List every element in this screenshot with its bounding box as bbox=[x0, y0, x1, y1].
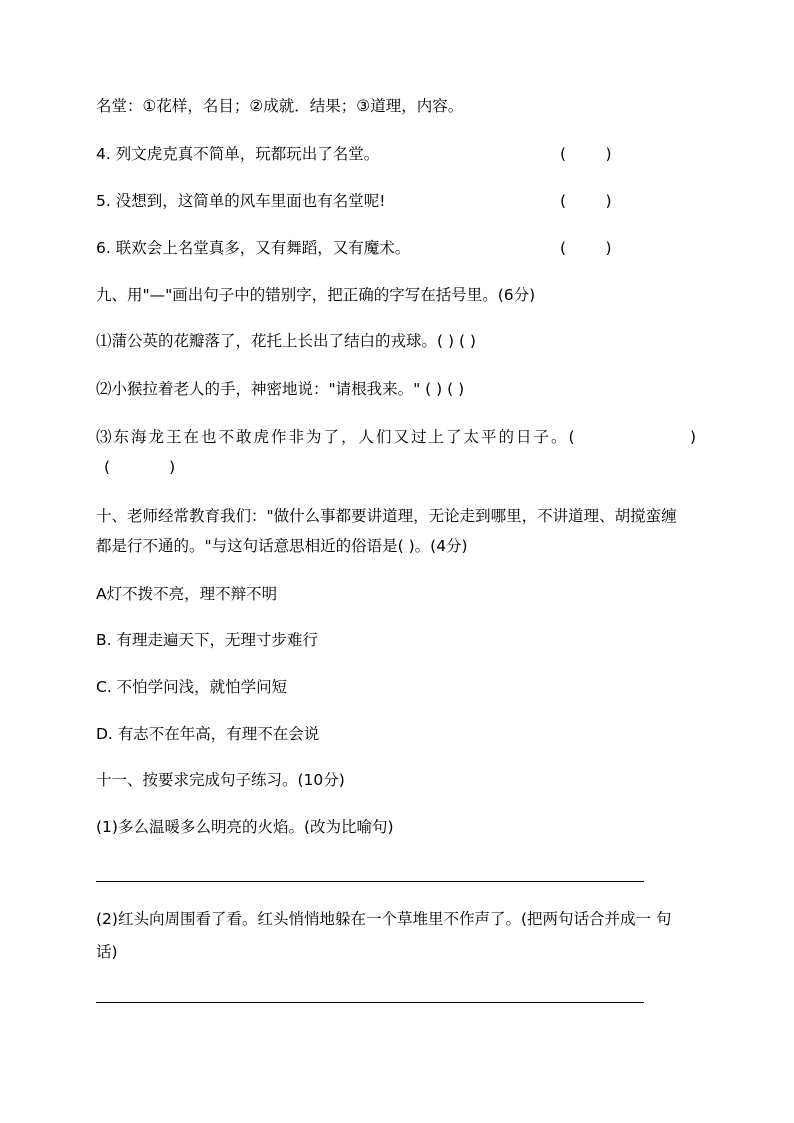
q10-option-d: D. 有志不在年高，有理不在会说 bbox=[96, 725, 320, 743]
q8-item-4-answer[interactable]: ( ) bbox=[560, 145, 612, 163]
q9-item-3: ⑶东海龙王在也不敢虎作非为了，人们又过上了太平的日子。( bbox=[96, 428, 577, 446]
q11-item-2-line2: 话) bbox=[96, 943, 118, 961]
q11-title: 十一、按要求完成句子练习。(10分) bbox=[96, 771, 345, 789]
q10-option-b: B. 有理走遍天下，无理寸步难行 bbox=[96, 631, 318, 649]
q8-item-6: 6. 联欢会上名堂真多，又有舞蹈，又有魔术。 bbox=[96, 239, 411, 257]
q9-item-3-paren-end: ) bbox=[690, 428, 697, 446]
q9-title: 九、用"—"画出句子中的错别字，把正确的字写在括号里。(6分) bbox=[96, 286, 536, 304]
q9-item-1: ⑴蒲公英的花瓣落了，花托上长出了结白的戎球。( ) ( ) bbox=[96, 332, 476, 350]
q8-item-6-answer[interactable]: ( ) bbox=[560, 239, 612, 257]
q10-option-a: A灯不拨不亮，理不辩不明 bbox=[96, 585, 278, 603]
q9-item-2: ⑵小猴拉着老人的手，神密地说："请根我来。" ( ) ( ) bbox=[96, 380, 465, 398]
q10-option-c: C. 不怕学问浅，就怕学问短 bbox=[96, 678, 288, 696]
q10-title-line2: 都是行不通的。"与这句话意思相近的俗语是( )。(4分) bbox=[96, 537, 468, 555]
q11-item-1-answer-line[interactable] bbox=[96, 881, 644, 882]
q10-title-line1: 十、老师经常教育我们："做什么事都要讲道理，无论走到哪里，不讲道理、胡搅蛮缠 bbox=[96, 507, 677, 525]
q9-item-3-answer[interactable]: ( ) bbox=[104, 458, 176, 476]
q11-item-2-answer-line[interactable] bbox=[96, 1002, 644, 1003]
q11-item-1: (1)多么温暖多么明亮的火焰。(改为比喻句) bbox=[96, 818, 394, 836]
intro-definition: 名堂：①花样，名目；②成就．结果；③道理，内容。 bbox=[96, 97, 464, 115]
q8-item-4: 4. 列文虎克真不简单，玩都玩出了名堂。 bbox=[96, 145, 380, 163]
q8-item-5: 5. 没想到，这简单的风车里面也有名堂呢! bbox=[96, 192, 386, 210]
q11-item-2-line1: (2)红头向周围看了看。红头悄悄地躲在一个草堆里不作声了。(把两句话合并成一 句 bbox=[96, 910, 672, 928]
q8-item-5-answer[interactable]: ( ) bbox=[560, 192, 612, 210]
